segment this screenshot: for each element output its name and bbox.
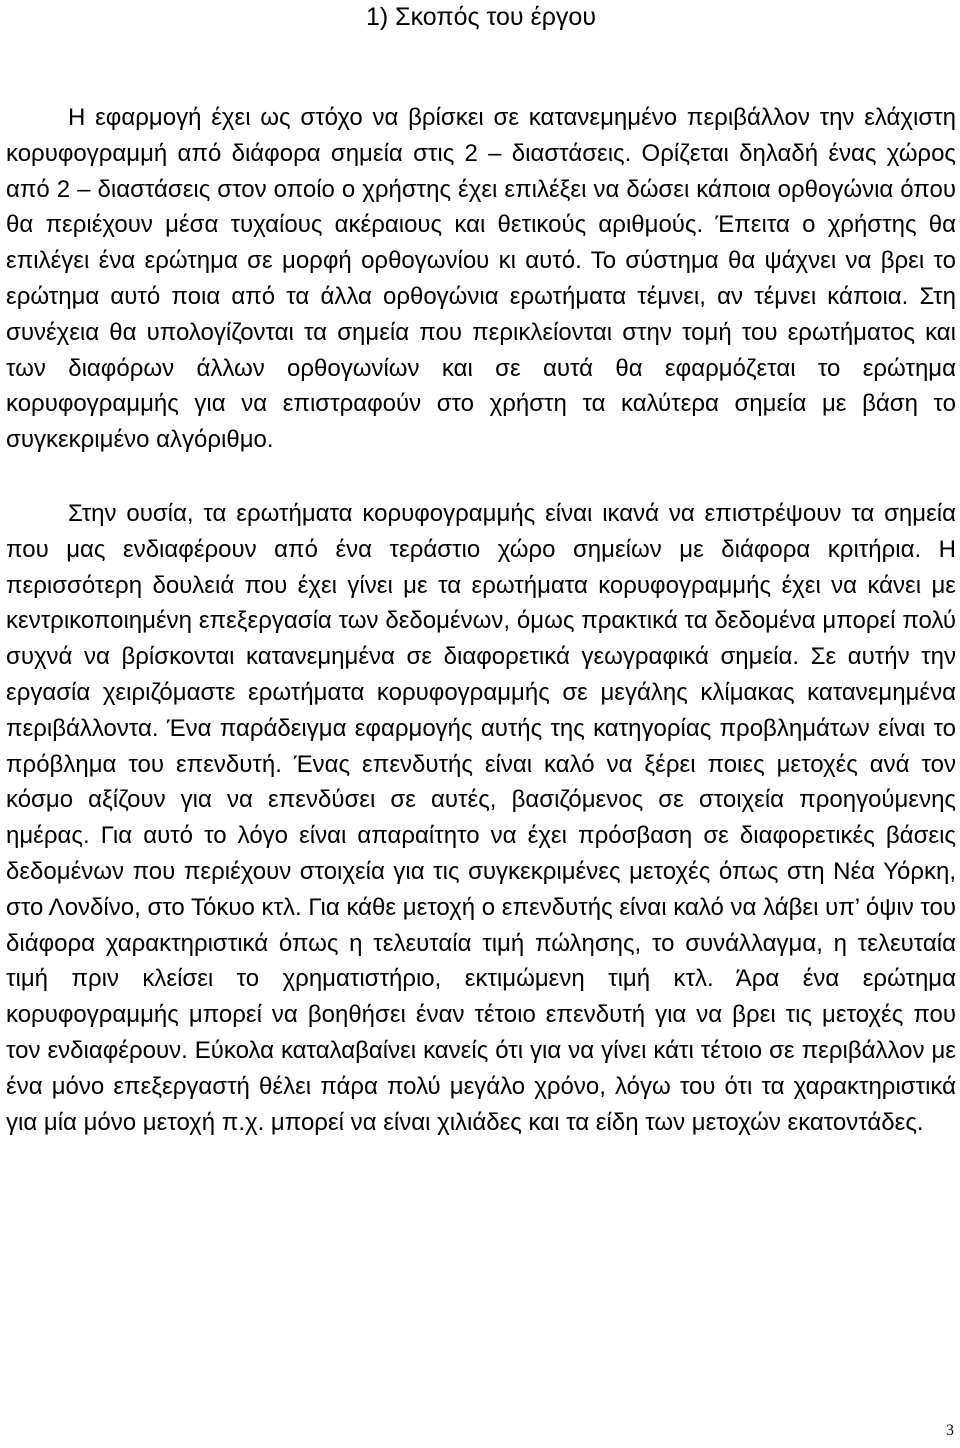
document-page	[6, 0, 956, 1140]
page-number: 3	[946, 1422, 954, 1439]
paragraph-purpose: Η εφαρμογή έχει ως στόχο να βρίσκει σε κατανεμημένο περιβάλλον την ελάχιστη κορυφογραμμή από διάφορα σημεία στις 2 – διαστάσεις. Ορίζεται δηλαδή ένας χώρος από 2 – διαστάσεις στον οποίο ο χρήστης έχει επιλέξει να δώσει κάποια ορθογώνια όπου θα περιέχουν μέσα τυχαίους ακέραιους και θετικούς αριθμούς. Έπειτα ο χρήστης θα επιλέγει ένα ερώτημα σε μορφή ορθογωνίου κι αυτό. Το σύστημα θα ψάχνει να βρει το ερώτημα αυτό ποια από τα άλλα ορθογώνια ερωτήματα τέμνει, αν τέμνει κάποια. Στη συνέχεια θα υπολογίζονται τα σημεία που περικλείονται στην τομή του ερωτήματος και των διαφόρων άλλων ορθογωνίων και σε αυτά θα εφαρμόζεται το ερώτημα κορυφογραμμής για να επιστραφούν στο χρήστη τα καλύτερα σημεία με βάση το συγκεκριμένο αλγόριθμο.	[6, 104, 956, 454]
paragraph-skyline-queries: Στην ουσία, τα ερωτήματα κορυφογραμμής είναι ικανά να επιστρέψουν τα σημεία που μας ενδιαφέρουν από ένα τεράστιο χώρο σημείων με διάφορα κριτήρια. Η περισσότερη δουλειά που έχει γίνει με τα ερωτήματα κορυφογραμμής έχει να κάνει με κεντρικοποιημένη επεξεργασία των δεδομένων, όμως πρακτικά τα δεδομένα μπορεί πολύ συχνά να βρίσκονται κατανεμημένα σε διαφορετικά γεωγραφικά σημεία. Σε αυτήν την εργασία χειριζόμαστε ερωτήματα κορυφογραμμής σε μεγάλης κλίμακας κατανεμημένα περιβάλλοντα. Ένα παράδειγμα εφαρμογής αυτής της κατηγορίας προβλημάτων είναι το πρόβλημα του επενδυτή. Ένας επενδυτής είναι καλό να ξέρει ποιες μετοχές ανά τον κόσμο αξίζουν για να επενδύσει σε αυτές, βασιζόμενος σε στοιχεία προηγούμενης ημέρας. Για αυτό το λόγο είναι απαραίτητο να έχει πρόσβαση σε διαφορετικές βάσεις δεδομένων που περιέχουν στοιχεία για τις συγκεκριμένες μετοχές όπως στη Νέα Υόρκη, στο Λονδίνο, στο Τόκυο κτλ. Για κάθε μετοχή ο επενδυτής είναι καλό να λάβει υπ’ όψιν του διάφορα χαρακτηριστικά όπως η τελευταία τιμή πώλησης, το συνάλλαγμα, η τελευταία τιμή πριν κλείσει το χρηματιστήριο, εκτιμώμενη τιμή κτλ. Άρα ένα ερώτημα κορυφογραμμής μπορεί να βοηθήσει έναν τέτοιο επενδυτή για να βρει τις μετοχές που τον ενδιαφέρουν. Εύκολα καταλαβαίνει κανείς ότι για να γίνει κάτι τέτοιο σε περιβάλλον με ένα μόνο επεξεργαστή θέλει πάρα πολύ μεγάλο χρόνο, λόγω του ότι τα χαρακτηριστικά για μία μόνο μετοχή π.χ. μπορεί να είναι χιλιάδες και τα είδη των μετοχών εκατοντάδες.	[6, 499, 956, 1136]
section-heading: 1) Σκοπός του έργου	[365, 3, 596, 31]
